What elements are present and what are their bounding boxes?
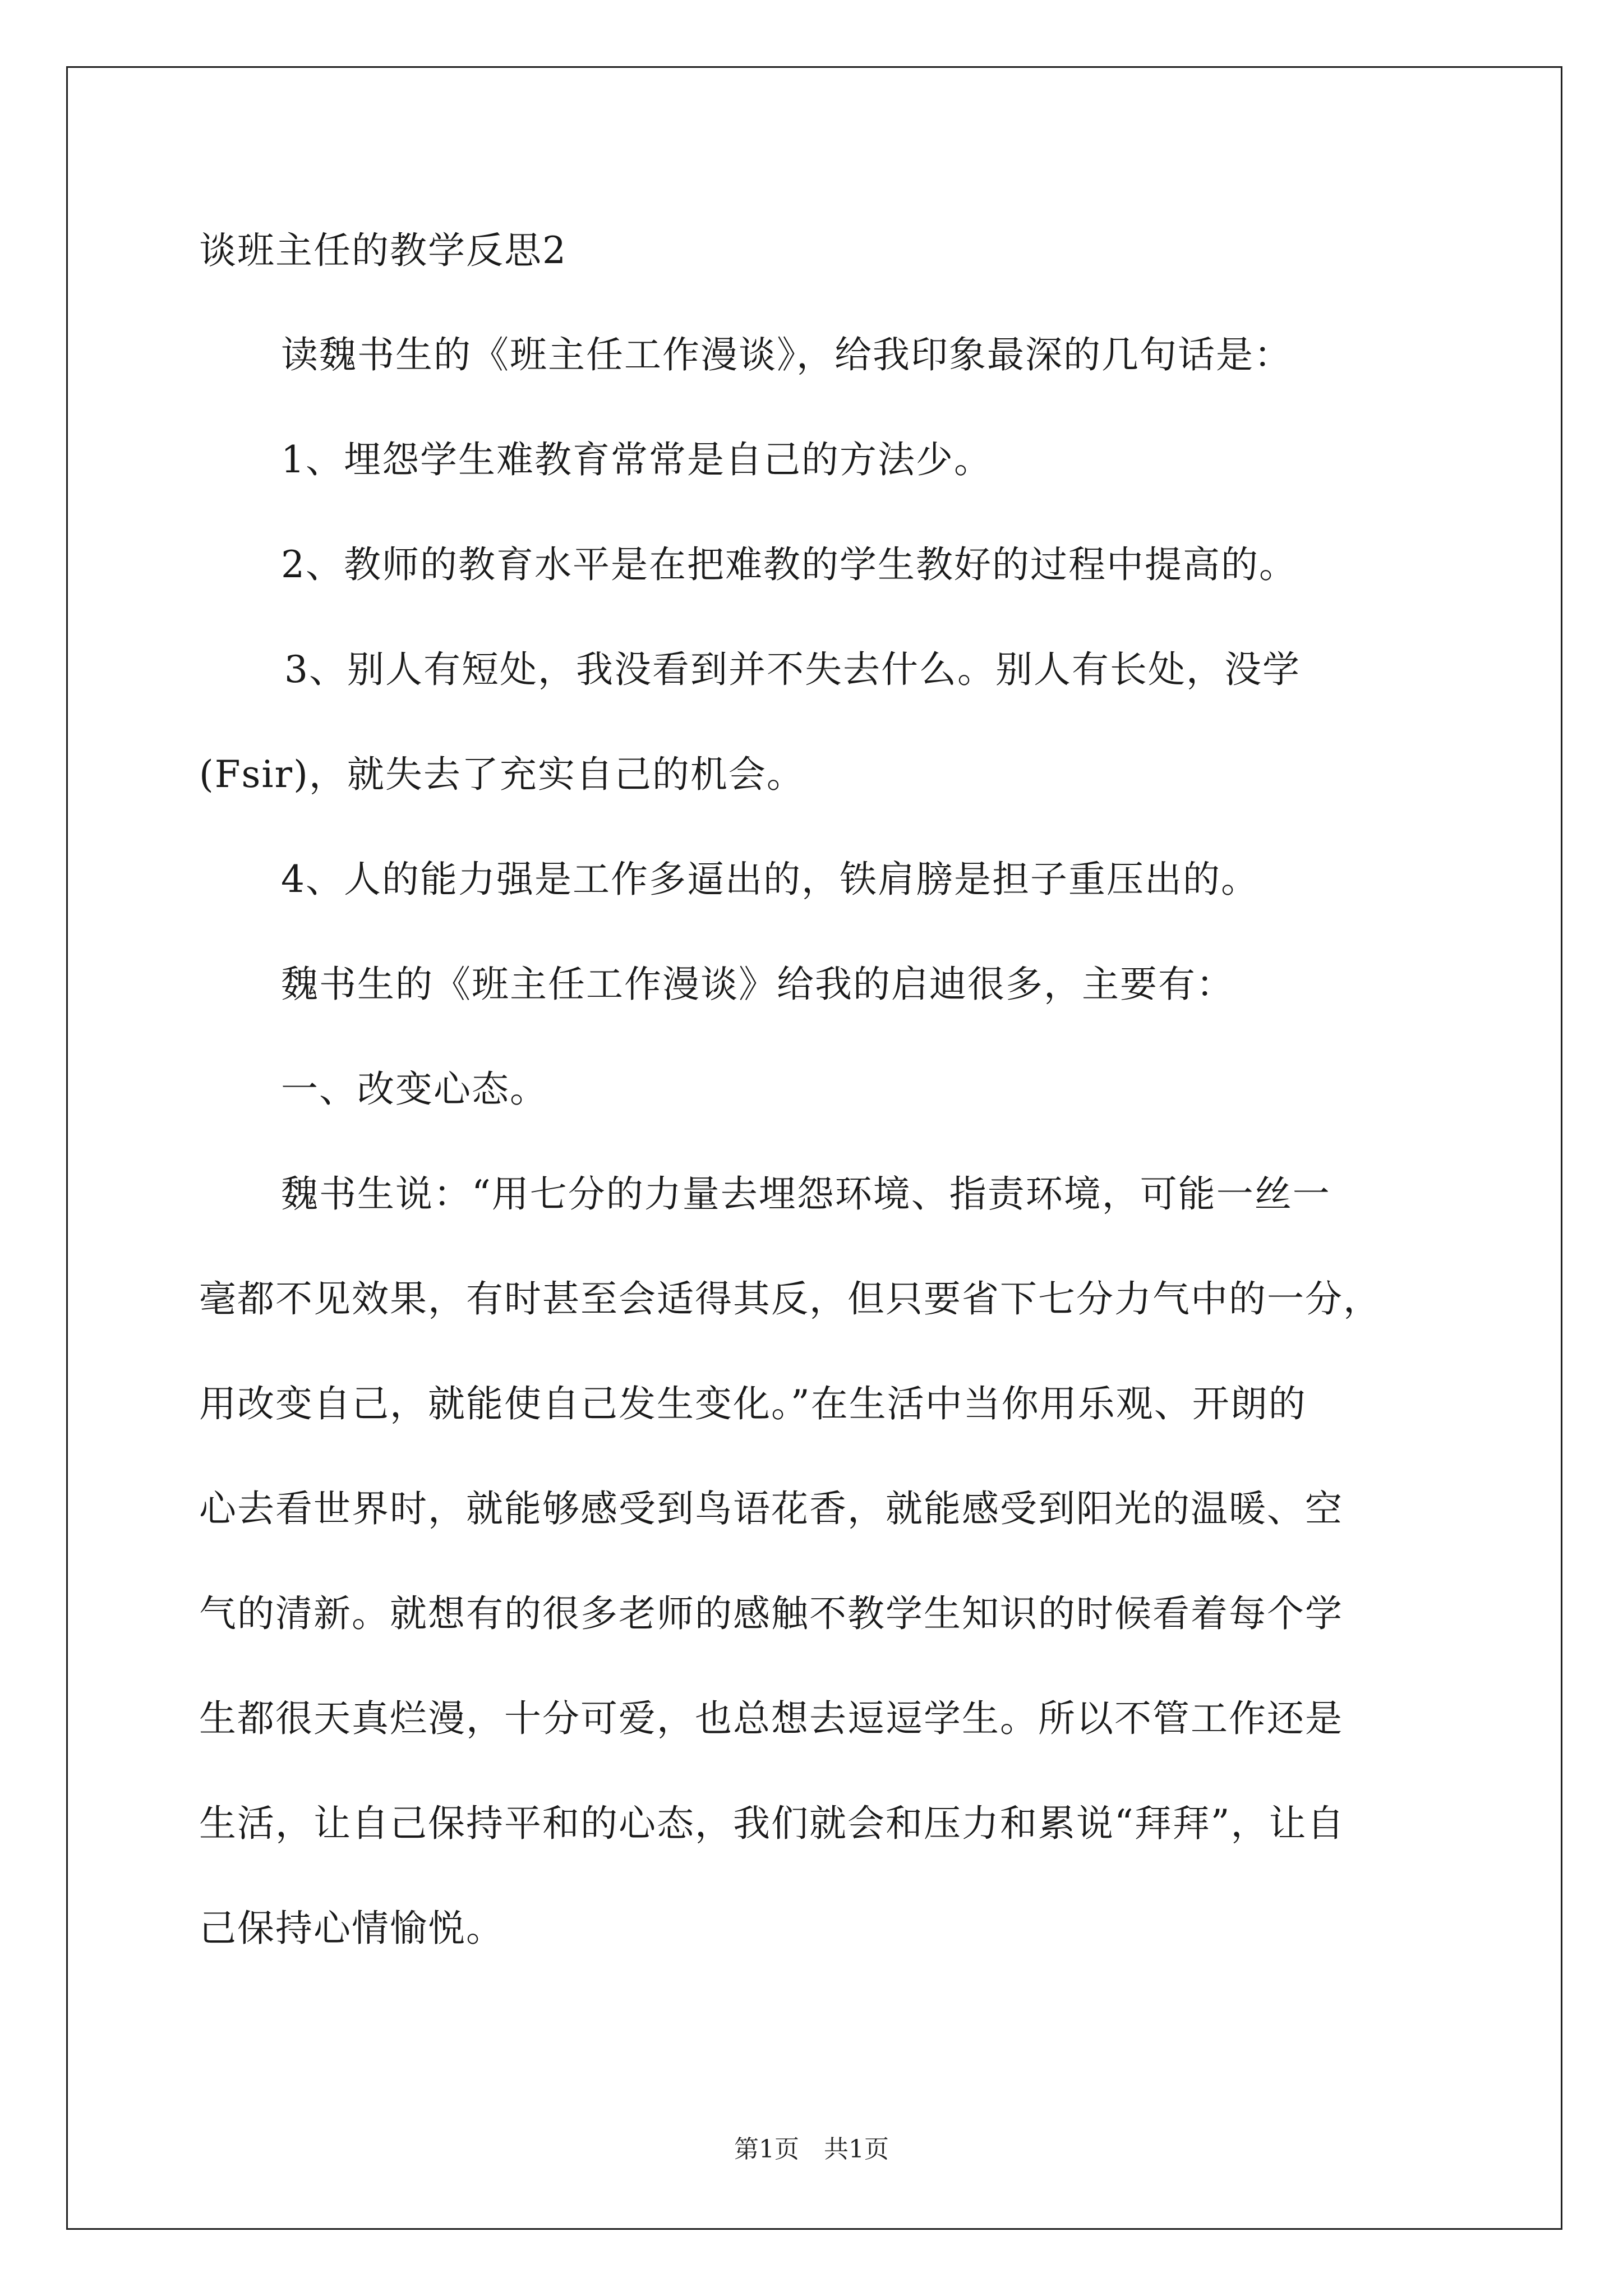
paragraph-line: 用改变自己，就能使自己发生变化。”在生活中当你用乐观、开朗的 — [199, 1382, 1307, 1425]
paragraph-line: 生活，让自己保持平和的心态，我们就会和压力和累说“拜拜”，让自 — [199, 1802, 1345, 1845]
paragraph-line: 4、人的能力强是工作多逼出的，铁肩膀是担子重压出的。 — [281, 858, 1259, 901]
paragraph-line: 魏书生的《班主任工作漫谈》给我的启迪很多，主要有： — [281, 963, 1234, 1006]
page-border — [66, 66, 1562, 2230]
section-heading: 一、改变心态。 — [281, 1068, 548, 1111]
paragraph-line: 心去看世界时，就能够感受到鸟语花香，就能感受到阳光的温暖、空 — [199, 1487, 1343, 1530]
paragraph-line: (Fsir)，就失去了充实自己的机会。 — [199, 753, 805, 796]
page-number-footer: 第1页 共1页 — [734, 2135, 889, 2164]
document-title: 谈班主任的教学反思2 — [199, 229, 567, 272]
paragraph-line: 气的清新。就想有的很多老师的感触不教学生知识的时候看着每个学 — [199, 1592, 1343, 1635]
paragraph-line: 毫都不见效果，有时甚至会适得其反，但只要省下七分力气中的一分， — [199, 1277, 1381, 1320]
paragraph-line: 生都很天真烂漫，十分可爱，也总想去逗逗学生。所以不管工作还是 — [199, 1697, 1343, 1740]
paragraph-line: 读魏书生的《班主任工作漫谈》，给我印象最深的几句话是： — [281, 333, 1292, 376]
paragraph-line: 2、教师的教育水平是在把难教的学生教好的过程中提高的。 — [281, 543, 1297, 586]
paragraph-line: 己保持心情愉悦。 — [199, 1907, 504, 1950]
paragraph-line: 魏书生说：“用七分的力量去埋怨环境、指责环境，可能一丝一 — [281, 1172, 1331, 1216]
paragraph-line: 3、别人有短处，我没看到并不失去什么。别人有长处，没学 — [284, 648, 1301, 691]
paragraph-line: 1、埋怨学生难教育常常是自己的方法少。 — [281, 438, 992, 481]
